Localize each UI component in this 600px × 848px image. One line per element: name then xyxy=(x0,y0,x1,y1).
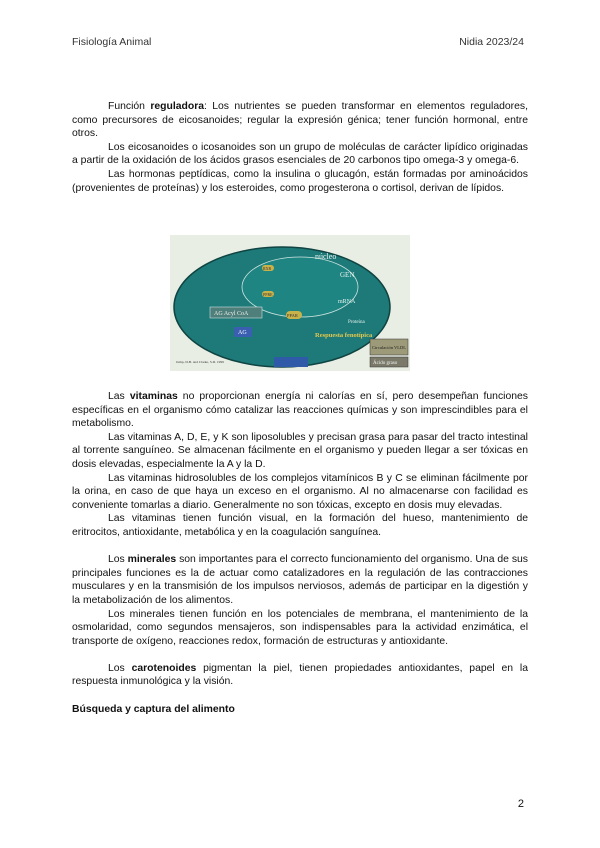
paragraph-minerales: Los minerales son importantes para el correcto funcionamiento del organismo. Una de sus principales funciones es la de actuar como catalizadores en la regulación de las contracciones musculares y en la transmisión de los impulsos nerviosos, además de participar en la digestión y la metabolización de los alimentos. xyxy=(72,554,528,606)
paragraph-reguladora: Función reguladora: Los nutrientes se pueden transformar en elementos reguladores, como precursores de eicosanoides; regular la expresión génica; tener función hormonal, entre otros. xyxy=(72,101,528,140)
fig-protein-label: Proteína xyxy=(348,320,365,325)
svg-text:PPAR: PPAR xyxy=(287,313,298,318)
paragraph-vitaminas: Las vitaminas no proporcionan energía ni calorías en sí, pero desempeñan funciones específicas en el organismo cómo catalizar las reacciones químicas y son imprescindibles para el metabolismo. xyxy=(72,391,529,430)
paragraph-hormonas: Las hormonas peptídicas, como la insulina o glucagón, están formadas por aminoácidos (provenientes de proteínas) y los esteroides, como progesterona o cortisol, derivan de lípidos. xyxy=(72,168,528,194)
paragraph-funciones-minerales: Los minerales tienen función en los potenciales de membrana, el mantenimiento de la osmolaridad, como segundos mensajeros, son indispensables para la actividad enzimática, el transporte de oxígeno, reacciones redox, formación de estructuras y antioxidante. xyxy=(72,608,528,647)
section-heading: Búsqueda y captura del alimento xyxy=(72,703,235,715)
page-number: 2 xyxy=(517,798,524,810)
paragraph-funciones-vitaminas: Las vitaminas tienen función visual, en la formación del hueso, mantenimiento de eritrocitos, antioxidante, metabólica y en la coagulación sanguínea. xyxy=(72,513,528,538)
svg-text:AG Acyl CoA: AG Acyl CoA xyxy=(214,311,249,317)
header-right: Nidia 2023/24 xyxy=(459,36,524,48)
text-block-1 xyxy=(72,100,528,195)
header-left: Fisiología Animal xyxy=(72,36,152,48)
paragraph-carotenoides: Los carotenoides pigmentan la piel, tienen propiedades antioxidantes, papel en la respuesta inmunológica y la visión. xyxy=(72,662,528,688)
fig-response-label: Respuesta fenotípica xyxy=(315,332,373,339)
fig-mrna-label: mRNA xyxy=(338,299,356,305)
svg-text:PPRE: PPRE xyxy=(263,292,273,297)
svg-text:Ácido graso: Ácido graso xyxy=(373,361,398,366)
paragraph-eicosanoides: Los eicosanoides o icosanoides son un grupo de moléculas de carácter lipídico originadas a partir de la oxidación de los ácidos grasos esenciales de 20 carbonos tipo omega-3 y omega-6. xyxy=(72,141,528,167)
fig-gen-label: GEN xyxy=(340,271,355,279)
fig-nucleus-label: núcleo xyxy=(315,252,337,261)
svg-text:Circulación VLDL: Circulación VLDL xyxy=(372,345,407,350)
text-block-2 xyxy=(72,390,528,716)
fig-membrane-box xyxy=(274,357,308,367)
fig-citation: Jump, D.B. and Clarke, S.D. 1999 xyxy=(176,360,224,364)
paragraph-liposolubles: Las vitaminas A, D, E, y K son liposolubles y precisan grasa para pasar del tracto intestinal al torrente sanguíneo. Se almacenan fácilmente en el organismo y pueden llegar a ser tóxicas en dosis elevadas, especialmente la A y la D. xyxy=(72,431,528,470)
svg-text:AG: AG xyxy=(238,330,247,336)
figure-ppar-diagram xyxy=(170,235,410,371)
paragraph-hidrosolubles: Las vitaminas hidrosolubles de los complejos vitamínicos B y C se eliminan fácilmente por la orina, en caso de que haya un exceso en el organismo. Al no almacenarse con facilidad es conveniente tomarlas a diario. Generalmente no son tóxicas, excepto en dosis muy elevadas. xyxy=(72,472,528,511)
svg-text:RXR: RXR xyxy=(263,266,272,271)
